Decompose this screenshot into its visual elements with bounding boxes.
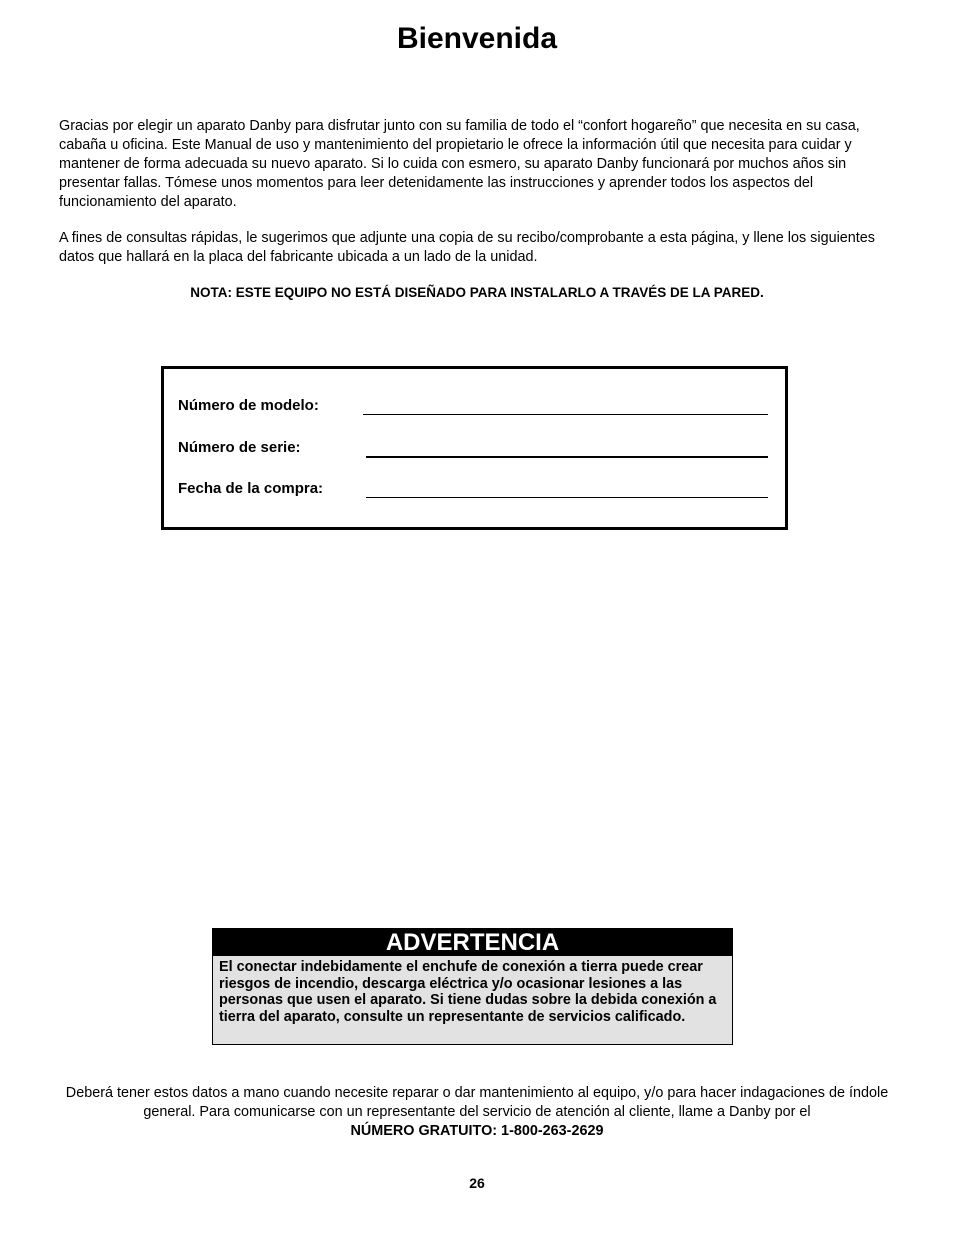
warning-box — [212, 928, 733, 1045]
footer-text: Deberá tener estos datos a mano cuando necesite reparar o dar mantenimiento al equipo, y/o para hacer indagaciones de índole general. Para comunicarse con un representante del servicio de atención al cliente, llame a Danby por el — [65, 1085, 889, 1120]
serial-number-label: Número de serie: — [178, 439, 301, 456]
purchase-date-line — [366, 497, 768, 498]
page-title: Bienvenida — [396, 22, 558, 55]
model-number-line — [363, 414, 768, 415]
serial-number-line — [366, 456, 768, 458]
warning-header: ADVERTENCIA — [213, 929, 732, 956]
product-record-box — [161, 366, 788, 530]
intro-paragraph: Gracias por elegir un aparato Danby para disfrutar junto con su familia de todo el “confort hogareño” que necesita en su casa, cabaña u oficina. Este Manual de uso y mantenimiento del propietario le ofrece la información útil que necesita para cuidar y mantener de forma adecuada su nuevo aparato. Si lo cuida con esmero, su aparato Danby funcionará por muchos años sin presentar fallas. Tómese unos momentos para leer detenidamente las instrucciones y aprender todos los aspectos del funcionamiento del aparato. — [59, 118, 860, 210]
model-number-label: Número de modelo: — [178, 397, 319, 414]
footer-paragraph — [40, 1084, 914, 1141]
installation-note: NOTA: ESTE EQUIPO NO ESTÁ DISEÑADO PARA INSTALARLO A TRAVÉS DE LA PARED. — [190, 285, 764, 300]
toll-free-number: NÚMERO GRATUITO: 1-800-263-2629 — [350, 1123, 604, 1139]
page-number: 26 — [469, 1175, 485, 1191]
purchase-date-label: Fecha de la compra: — [178, 480, 324, 497]
warning-text: El conectar indebidamente el enchufe de conexión a tierra puede crear riesgos de incendio, descarga eléctrica y/o ocasionar lesiones a las personas que usen el aparato. Si tiene dudas sobre la debida conexión a tierra del aparato, consulte un representante de servicios calificado. — [219, 959, 717, 1025]
record-instructions-paragraph: A fines de consultas rápidas, le sugerimos que adjunte una copia de su recibo/comprobante a esta página, y llene los siguientes datos que hallará en la placa del fabricante ubicada a un lado de la unidad. — [59, 230, 875, 265]
